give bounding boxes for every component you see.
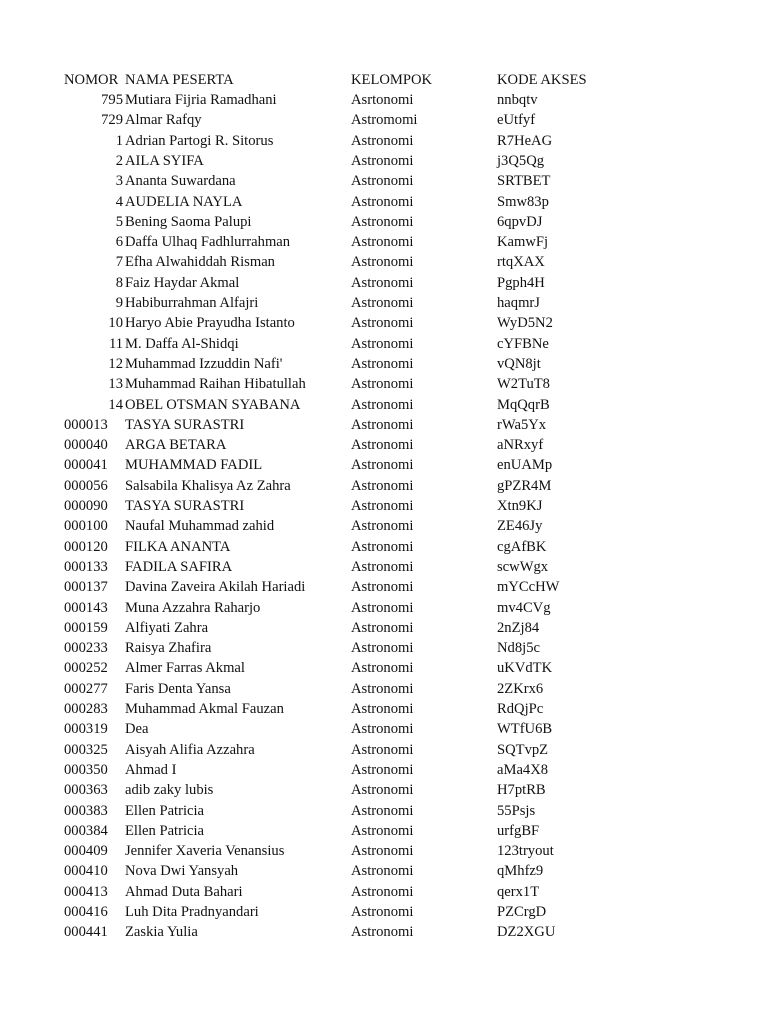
cell-kode-akses: KamwFj bbox=[497, 234, 549, 251]
cell-nomor: 3 bbox=[115, 173, 123, 190]
cell-nomor: 000100 bbox=[64, 518, 108, 535]
cell-kode-akses: aMa4X8 bbox=[497, 761, 549, 778]
table-row bbox=[0, 861, 768, 881]
cell-nama-peserta: Ahmad Duta Bahari bbox=[125, 883, 243, 900]
cell-kelompok: Astronomi bbox=[351, 761, 414, 778]
cell-kelompok: Astronomi bbox=[351, 843, 414, 860]
cell-nama-peserta: Adrian Partogi R. Sitorus bbox=[125, 132, 274, 149]
header-kode-akses: KODE AKSES bbox=[497, 71, 587, 88]
cell-kode-akses: 2nZj84 bbox=[497, 619, 540, 636]
cell-kelompok: Astronomi bbox=[351, 457, 414, 474]
cell-kelompok: Astronomi bbox=[351, 335, 414, 352]
table-row bbox=[0, 719, 768, 739]
table-row bbox=[0, 90, 768, 110]
table-row bbox=[0, 192, 768, 212]
cell-nomor: 000143 bbox=[64, 599, 108, 616]
cell-nama-peserta: OBEL OTSMAN SYABANA bbox=[125, 396, 301, 413]
cell-kode-akses: SQTvpZ bbox=[497, 741, 549, 758]
cell-kode-akses: PZCrgD bbox=[497, 904, 547, 920]
table-row bbox=[0, 740, 768, 760]
cell-kode-akses: W2TuT8 bbox=[497, 376, 550, 393]
cell-nama-peserta: Ellen Patricia bbox=[125, 822, 205, 839]
cell-nama-peserta: TASYA SURASTRI bbox=[125, 498, 245, 514]
cell-kelompok: Astronomi bbox=[351, 498, 414, 514]
table-row bbox=[0, 435, 768, 455]
cell-kode-akses: R7HeAG bbox=[497, 132, 553, 149]
cell-nomor: 1 bbox=[115, 132, 123, 149]
table-row bbox=[0, 658, 768, 678]
cell-nomor: 000013 bbox=[64, 416, 108, 433]
cell-nama-peserta: Almer Farras Akmal bbox=[125, 660, 245, 677]
cell-kelompok: Astronomi bbox=[351, 518, 414, 535]
cell-nomor: 14 bbox=[108, 396, 123, 413]
cell-nama-peserta: Jennifer Xaveria Venansius bbox=[125, 843, 285, 860]
table-row bbox=[0, 151, 768, 171]
table-row bbox=[0, 110, 768, 130]
cell-kelompok: Astronomi bbox=[351, 640, 414, 657]
cell-nama-peserta: Faiz Haydar Akmal bbox=[125, 274, 240, 291]
cell-kelompok: Astronomi bbox=[351, 599, 414, 616]
table-row bbox=[0, 882, 768, 902]
cell-kode-akses: rWa5Yx bbox=[497, 416, 547, 433]
cell-nomor: 2 bbox=[115, 152, 123, 169]
cell-nama-peserta: TASYA SURASTRI bbox=[125, 416, 245, 433]
cell-nomor: 000319 bbox=[64, 721, 108, 738]
cell-kode-akses: nnbqtv bbox=[497, 92, 538, 108]
cell-kode-akses: j3Q5Qg bbox=[497, 152, 545, 169]
table-row bbox=[0, 618, 768, 638]
cell-kode-akses: 123tryout bbox=[497, 843, 554, 860]
cell-kelompok: Asrtonomi bbox=[351, 92, 414, 108]
cell-nama-peserta: Daffa Ulhaq Fadhlurrahman bbox=[125, 234, 291, 251]
table-row bbox=[0, 821, 768, 841]
table-row bbox=[0, 598, 768, 618]
header-kelompok: KELOMPOK bbox=[351, 71, 433, 88]
table-row bbox=[0, 395, 768, 415]
cell-nama-peserta: Faris Denta Yansa bbox=[125, 680, 231, 697]
cell-nomor: 000410 bbox=[64, 863, 108, 880]
cell-nomor: 729 bbox=[101, 112, 123, 129]
cell-kelompok: Astronomi bbox=[351, 802, 414, 819]
table-row bbox=[0, 455, 768, 475]
header-nomor: NOMOR bbox=[64, 71, 119, 88]
cell-nomor: 000133 bbox=[64, 558, 108, 575]
cell-kode-akses: uKVdTK bbox=[497, 660, 553, 677]
table-row bbox=[0, 801, 768, 821]
table-row bbox=[0, 699, 768, 719]
cell-nomor: 000441 bbox=[64, 924, 108, 941]
cell-nomor: 12 bbox=[108, 355, 123, 372]
cell-kelompok: Astronomi bbox=[351, 822, 414, 839]
cell-kelompok: Astronomi bbox=[351, 132, 414, 149]
table-row bbox=[0, 252, 768, 272]
cell-nama-peserta: adib zaky lubis bbox=[125, 782, 214, 799]
cell-nama-peserta: FADILA SAFIRA bbox=[125, 558, 233, 575]
cell-kelompok: Astronomi bbox=[351, 295, 414, 311]
cell-kelompok: Astronomi bbox=[351, 355, 414, 372]
cell-kode-akses: enUAMp bbox=[497, 457, 553, 474]
cell-nama-peserta: Ellen Patricia bbox=[125, 802, 205, 819]
cell-nama-peserta: Naufal Muhammad zahid bbox=[125, 518, 275, 535]
cell-kelompok: Astronomi bbox=[351, 619, 414, 636]
cell-kode-akses: WyD5N2 bbox=[497, 315, 553, 332]
cell-nomor: 000252 bbox=[64, 660, 108, 677]
cell-kode-akses: 55Psjs bbox=[497, 802, 536, 819]
cell-nama-peserta: Muhammad Raihan Hibatullah bbox=[125, 376, 306, 393]
cell-kelompok: Astronomi bbox=[351, 904, 414, 920]
cell-kelompok: Astronomi bbox=[351, 274, 414, 291]
cell-nama-peserta: Mutiara Fijria Ramadhani bbox=[125, 92, 277, 108]
cell-kode-akses: eUtfyf bbox=[497, 112, 536, 129]
cell-nomor: 10 bbox=[108, 315, 123, 332]
cell-nama-peserta: Ananta Suwardana bbox=[125, 173, 236, 190]
cell-nomor: 5 bbox=[115, 213, 123, 230]
cell-kelompok: Astronomi bbox=[351, 538, 414, 555]
cell-kelompok: Astronomi bbox=[351, 558, 414, 575]
table-row bbox=[0, 212, 768, 232]
cell-kode-akses: qMhfz9 bbox=[497, 863, 544, 880]
cell-nomor: 000137 bbox=[64, 579, 108, 596]
cell-kode-akses: mv4CVg bbox=[497, 599, 551, 616]
cell-nama-peserta: Muna Azzahra Raharjo bbox=[125, 599, 261, 616]
cell-nama-peserta: AUDELIA NAYLA bbox=[125, 193, 243, 210]
cell-nomor: 000409 bbox=[64, 843, 108, 860]
cell-nomor: 000283 bbox=[64, 701, 108, 717]
cell-nama-peserta: Luh Dita Pradnyandari bbox=[125, 904, 259, 920]
cell-kode-akses: DZ2XGU bbox=[497, 924, 556, 941]
cell-nomor: 000413 bbox=[64, 883, 108, 900]
cell-kode-akses: H7ptRB bbox=[497, 782, 546, 799]
cell-nomor: 000090 bbox=[64, 498, 108, 514]
cell-kode-akses: cYFBNe bbox=[497, 335, 549, 352]
cell-kode-akses: 6qpvDJ bbox=[497, 213, 543, 230]
cell-kode-akses: aNRxyf bbox=[497, 437, 544, 454]
cell-kelompok: Astronomi bbox=[351, 721, 414, 738]
cell-nama-peserta: Salsabila Khalisya Az Zahra bbox=[125, 477, 291, 494]
cell-kode-akses: Nd8j5c bbox=[497, 640, 540, 657]
cell-kelompok: Astronomi bbox=[351, 234, 414, 251]
table-row bbox=[0, 638, 768, 658]
cell-kelompok: Astronomi bbox=[351, 254, 414, 271]
cell-nomor: 000041 bbox=[64, 457, 108, 474]
cell-nomor: 795 bbox=[101, 92, 123, 108]
cell-kode-akses: WTfU6B bbox=[497, 721, 553, 738]
cell-kode-akses: Xtn9KJ bbox=[497, 498, 543, 514]
cell-nomor: 000159 bbox=[64, 619, 108, 636]
table-row bbox=[0, 902, 768, 922]
cell-kelompok: Astronomi bbox=[351, 396, 414, 413]
cell-nomor: 9 bbox=[115, 295, 123, 311]
cell-kelompok: Astronomi bbox=[351, 660, 414, 677]
cell-kelompok: Astronomi bbox=[351, 883, 414, 900]
table-row bbox=[0, 476, 768, 496]
cell-nama-peserta: Habiburrahman Alfajri bbox=[125, 295, 259, 311]
cell-nomor: 7 bbox=[115, 254, 123, 271]
table-row bbox=[0, 293, 768, 313]
cell-nama-peserta: Almar Rafqy bbox=[125, 112, 202, 129]
cell-nama-peserta: Aisyah Alifia Azzahra bbox=[125, 741, 255, 758]
cell-nomor: 8 bbox=[115, 274, 123, 291]
table-row bbox=[0, 354, 768, 374]
table-row bbox=[0, 171, 768, 191]
cell-kelompok: Astronomi bbox=[351, 680, 414, 697]
cell-kelompok: Astronomi bbox=[351, 437, 414, 454]
table-row bbox=[0, 232, 768, 252]
cell-nama-peserta: Haryo Abie Prayudha Istanto bbox=[125, 315, 295, 332]
table-row bbox=[0, 516, 768, 536]
table-row bbox=[0, 415, 768, 435]
cell-kode-akses: gPZR4M bbox=[497, 477, 552, 494]
table-row bbox=[0, 496, 768, 516]
cell-nomor: 000363 bbox=[64, 782, 108, 799]
cell-kode-akses: RdQjPc bbox=[497, 701, 544, 717]
cell-kelompok: Astronomi bbox=[351, 152, 414, 169]
cell-kode-akses: urfgBF bbox=[497, 822, 540, 839]
cell-kelompok: Astronomi bbox=[351, 213, 414, 230]
cell-nama-peserta: Bening Saoma Palupi bbox=[125, 213, 252, 230]
cell-nama-peserta: Muhammad Izzuddin Nafi' bbox=[125, 355, 283, 372]
table-row bbox=[0, 922, 768, 942]
cell-nama-peserta: Muhammad Akmal Fauzan bbox=[125, 701, 284, 717]
cell-nama-peserta: FILKA ANANTA bbox=[125, 538, 231, 555]
cell-nama-peserta: Davina Zaveira Akilah Hariadi bbox=[125, 579, 306, 596]
cell-kode-akses: SRTBET bbox=[497, 173, 551, 190]
cell-kode-akses: qerx1T bbox=[497, 883, 540, 900]
table-row bbox=[0, 537, 768, 557]
cell-kode-akses: vQN8jt bbox=[497, 355, 541, 372]
cell-nomor: 4 bbox=[115, 193, 123, 210]
cell-kode-akses: rtqXAX bbox=[497, 254, 545, 271]
cell-nomor: 000120 bbox=[64, 538, 108, 555]
cell-kelompok: Astronomi bbox=[351, 477, 414, 494]
cell-kelompok: Astronomi bbox=[351, 173, 414, 190]
table-row bbox=[0, 131, 768, 151]
cell-nama-peserta: Efha Alwahiddah Risman bbox=[125, 254, 275, 271]
cell-kode-akses: 2ZKrx6 bbox=[497, 680, 544, 697]
cell-nomor: 6 bbox=[115, 234, 123, 251]
cell-kode-akses: mYCcHW bbox=[497, 579, 560, 596]
cell-nama-peserta: AILA SYIFA bbox=[125, 152, 204, 169]
cell-nama-peserta: Nova Dwi Yansyah bbox=[125, 863, 239, 880]
table-row bbox=[0, 577, 768, 597]
table-row bbox=[0, 780, 768, 800]
cell-nomor: 11 bbox=[108, 335, 123, 352]
cell-kelompok: Astromomi bbox=[351, 112, 418, 129]
cell-kode-akses: haqmrJ bbox=[497, 295, 540, 311]
cell-nama-peserta: MUHAMMAD FADIL bbox=[125, 457, 263, 474]
cell-nama-peserta: Dea bbox=[125, 721, 149, 738]
table-row bbox=[0, 679, 768, 699]
cell-nama-peserta: Raisya Zhafira bbox=[125, 640, 212, 657]
cell-kelompok: Astronomi bbox=[351, 416, 414, 433]
cell-nomor: 000416 bbox=[64, 904, 108, 920]
cell-kelompok: Astronomi bbox=[351, 782, 414, 799]
cell-nama-peserta: Zaskia Yulia bbox=[125, 924, 198, 941]
cell-kelompok: Astronomi bbox=[351, 924, 414, 941]
header-row bbox=[0, 70, 768, 90]
table-row bbox=[0, 841, 768, 861]
cell-kelompok: Astronomi bbox=[351, 701, 414, 717]
cell-nama-peserta: Alfiyati Zahra bbox=[125, 619, 209, 636]
cell-nomor: 000040 bbox=[64, 437, 108, 454]
cell-kode-akses: MqQqrB bbox=[497, 396, 550, 413]
table-row bbox=[0, 313, 768, 333]
cell-kelompok: Astronomi bbox=[351, 315, 414, 332]
cell-nama-peserta: M. Daffa Al-Shidqi bbox=[125, 335, 239, 352]
cell-nomor: 13 bbox=[108, 376, 123, 393]
cell-kode-akses: Smw83p bbox=[497, 193, 549, 210]
cell-kelompok: Astronomi bbox=[351, 579, 414, 596]
cell-kode-akses: cgAfBK bbox=[497, 538, 547, 555]
table-row bbox=[0, 334, 768, 354]
cell-nomor: 000233 bbox=[64, 640, 108, 657]
cell-nomor: 000056 bbox=[64, 477, 108, 494]
cell-kelompok: Astronomi bbox=[351, 193, 414, 210]
cell-nomor: 000325 bbox=[64, 741, 108, 758]
cell-kode-akses: ZE46Jy bbox=[497, 518, 543, 535]
table-row bbox=[0, 273, 768, 293]
cell-nomor: 000350 bbox=[64, 761, 108, 778]
table-row bbox=[0, 760, 768, 780]
cell-nomor: 000384 bbox=[64, 822, 108, 839]
cell-kelompok: Astronomi bbox=[351, 376, 414, 393]
cell-kode-akses: Pgph4H bbox=[497, 274, 545, 291]
cell-kode-akses: scwWgx bbox=[497, 558, 549, 575]
cell-nama-peserta: Ahmad I bbox=[125, 761, 177, 778]
table-row bbox=[0, 374, 768, 394]
cell-kelompok: Astronomi bbox=[351, 863, 414, 880]
cell-nomor: 000383 bbox=[64, 802, 108, 819]
cell-kelompok: Astronomi bbox=[351, 741, 414, 758]
cell-nama-peserta: ARGA BETARA bbox=[125, 437, 227, 454]
header-nama-peserta: NAMA PESERTA bbox=[125, 71, 234, 88]
table-row bbox=[0, 557, 768, 577]
cell-nomor: 000277 bbox=[64, 680, 108, 697]
